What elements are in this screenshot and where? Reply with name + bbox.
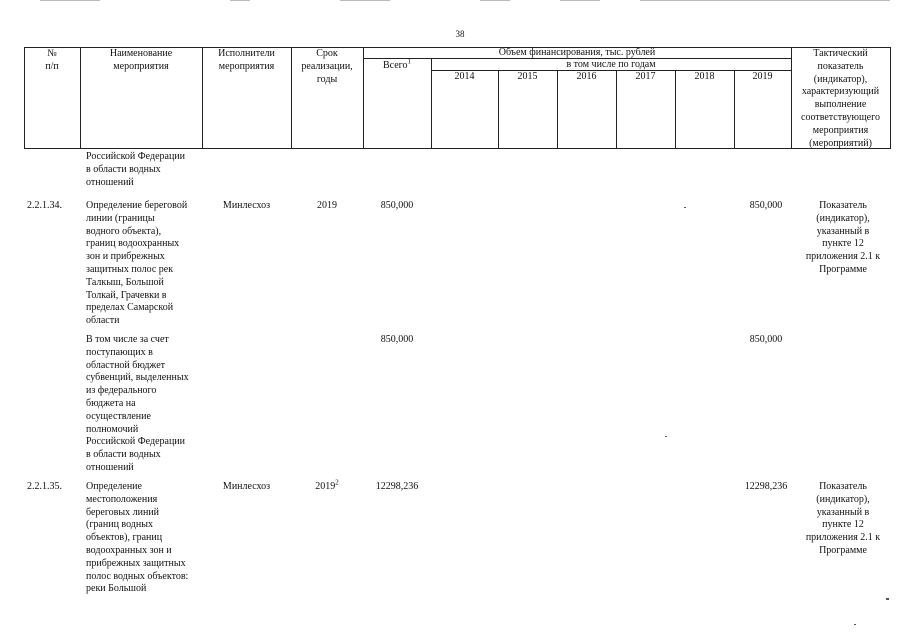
row-executor: Минлесхоз bbox=[222, 481, 271, 492]
scan-artifact bbox=[340, 0, 390, 1]
header-year: 2016 bbox=[576, 71, 597, 82]
scan-artifact bbox=[480, 0, 510, 1]
scan-speck bbox=[886, 598, 889, 600]
row-term: 2019 bbox=[317, 200, 337, 211]
header-indicator: Тактический показатель (индикатор), характеризующий выполнение соответствующего мероприятия (мероприятий) bbox=[801, 48, 880, 149]
row-term: 2019$^2$ bbox=[315, 478, 339, 492]
row-name: Российской Федерации в области водных отношений bbox=[86, 151, 186, 188]
row-total: 850,000 bbox=[380, 334, 414, 345]
header-year: 2018 bbox=[694, 71, 715, 82]
row-name: Определение береговой линии (границы водного объекта), границ водоохранных зон и прибрежных защитных полос рек Талкыш, Большой Толкай, Грачевки в пределах Самарской области bbox=[86, 200, 188, 327]
scan-artifact bbox=[40, 0, 100, 1]
header-year: 2014 bbox=[454, 71, 475, 82]
row-total: 850,000 bbox=[380, 200, 414, 211]
row-number: 2.2.1.35. bbox=[27, 481, 62, 492]
row-2019: 12298,236 bbox=[744, 481, 788, 492]
header-executors: Исполнители мероприятия bbox=[218, 48, 275, 72]
header-year: 2015 bbox=[517, 71, 538, 82]
header-total: Всего$^1$ bbox=[382, 57, 412, 71]
scan-speck bbox=[684, 207, 686, 208]
scan-artifact bbox=[640, 0, 890, 1]
scan-speck bbox=[665, 436, 667, 437]
header-year: 2019 bbox=[752, 71, 773, 82]
row-indicator: Показатель (индикатор), указанный в пункте 12 приложения 2.1 к Программе bbox=[805, 481, 881, 556]
header-name: Наименование мероприятия bbox=[109, 48, 173, 72]
header-year: 2017 bbox=[635, 71, 656, 82]
row-2019: 850,000 bbox=[749, 200, 783, 211]
scan-artifact bbox=[230, 0, 250, 1]
row-name: В том числе за счет поступающих в областной бюджет субвенций, выделенных из федерального бюджета на осуществление полномочий Российской Федерации в области водных отношений bbox=[86, 334, 189, 473]
row-name: Определение местоположения береговых линий (границ водных объектов), границ водоохранных зон и прибрежных защитных полос водных объектов: реки Большой bbox=[86, 481, 189, 595]
header-num: № п/п bbox=[45, 48, 59, 72]
scan-artifact bbox=[560, 0, 600, 1]
page-number: 38 bbox=[455, 29, 465, 39]
row-executor: Минлесхоз bbox=[222, 200, 271, 211]
row-2019: 850,000 bbox=[749, 334, 783, 345]
row-number: 2.2.1.34. bbox=[27, 200, 62, 211]
header-finance: Объем финансирования, тыс. рублей bbox=[498, 47, 656, 58]
row-indicator: Показатель (индикатор), указанный в пункте 12 приложения 2.1 к Программе bbox=[805, 200, 881, 275]
header-term: Срок реализации, годы bbox=[301, 48, 353, 85]
scan-speck bbox=[854, 624, 856, 625]
row-total: 12298,236 bbox=[375, 481, 419, 492]
header-by-years: в том числе по годам bbox=[566, 59, 656, 70]
